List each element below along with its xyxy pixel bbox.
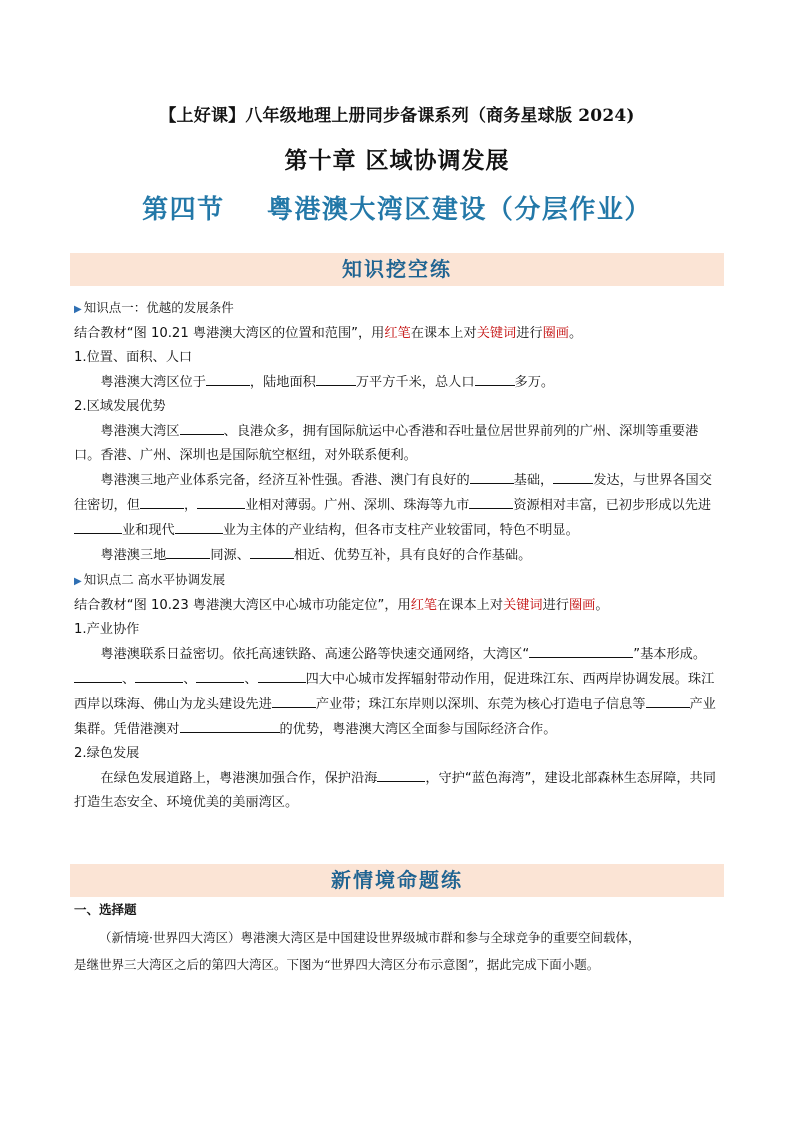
kp2-para2: 在绿色发展道路上，粤港澳加强合作，保护沿海 ，守护“蓝色海湾”，建设北部森林生态屏障，共同打造生态安全、环境优美的美丽湾区。 xyxy=(74,766,724,815)
band-new-context: 新情境命题练 xyxy=(70,864,724,897)
knowledge-point-1-heading xyxy=(74,296,724,322)
fill-blank[interactable] xyxy=(175,518,223,534)
question-intro-line2: 是继世界三大湾区之后的第四大湾区。下图为“世界四大湾区分布示意图”，据此完成下面小题。 xyxy=(74,957,600,972)
question-intro xyxy=(74,924,724,978)
fill-blank[interactable] xyxy=(166,543,210,559)
triangle-right-icon: ▶ xyxy=(74,576,82,587)
chapter-title: 第十章 区域协调发展 xyxy=(284,148,510,174)
fill-blank[interactable] xyxy=(135,667,183,683)
triangle-right-icon: ▶ xyxy=(74,304,82,315)
fill-blank[interactable] xyxy=(469,493,513,509)
knowledge-content xyxy=(74,296,724,815)
fill-blank[interactable] xyxy=(180,419,224,435)
fill-blank[interactable] xyxy=(206,370,250,386)
kp2-heading-text: 知识点二 高水平协调发展 xyxy=(83,572,226,587)
kp1-sub1: 1.位置、面积、人口 xyxy=(74,350,193,365)
kp1-para2: 粤港澳大湾区 、良港众多，拥有国际航运中心香港和吞吐量位居世界前列的广州、深圳等重要港口。香港、广州、深圳也是国际航空枢纽，对外联系便利。 xyxy=(74,419,724,468)
question-intro-line1: （新情境·世界四大湾区）粤港澳大湾区是中国建设世界级城市群和参与全球竞争的重要空间载体， xyxy=(99,930,641,945)
fill-blank[interactable] xyxy=(140,493,184,509)
fill-blank[interactable] xyxy=(74,667,122,683)
kp1-heading-text: 知识点一：优越的发展条件 xyxy=(83,300,234,315)
fill-blank[interactable] xyxy=(74,518,122,534)
fill-blank[interactable] xyxy=(197,493,245,509)
kp2-sub2: 2.绿色发展 xyxy=(74,746,140,761)
fill-blank[interactable] xyxy=(553,468,593,484)
kp1-instruction: 结合教材“图 10.21 粤港澳大湾区的位置和范围”，用红笔在课本上对关键词进行圈画。 xyxy=(74,326,583,341)
knowledge-point-2-heading xyxy=(74,568,724,594)
fill-blank[interactable] xyxy=(196,667,244,683)
fill-blank[interactable] xyxy=(316,370,356,386)
fill-blank[interactable] xyxy=(529,642,633,658)
kp1-para1: 粤港澳大湾区位于 ，陆地面积 万平方千米，总人口 多万。 xyxy=(74,370,724,395)
fill-blank[interactable] xyxy=(272,692,316,708)
kp1-sub2: 2.区域发展优势 xyxy=(74,399,166,414)
kp2-sub1: 1.产业协作 xyxy=(74,622,140,637)
fill-blank[interactable] xyxy=(377,766,425,782)
fill-blank[interactable] xyxy=(250,543,294,559)
band-knowledge-fill: 知识挖空练 xyxy=(70,253,724,286)
section-title: 第四节 粤港澳大湾区建设（分层作业） xyxy=(142,195,652,225)
kp2-instruction: 结合教材“图 10.23 粤港澳大湾区中心城市功能定位”，用红笔在课本上对关键词进行圈画。 xyxy=(74,598,609,613)
question-section-heading: 一、选择题 xyxy=(74,902,137,917)
kp1-para3: 粤港澳三地产业体系完备，经济互补性强。香港、澳门有良好的 基础， 发达，与世界各国交往密切，但 ， 业相对薄弱。广州、深圳、珠海等九市 资源相对丰富，已初步形成以先进业和现代 业为主体的产业结构，但各市支柱产业较雷同，特色不明显。 xyxy=(74,468,724,543)
fill-blank[interactable] xyxy=(646,692,690,708)
fill-blank[interactable] xyxy=(180,717,280,733)
fill-blank[interactable] xyxy=(470,468,514,484)
kp2-para1: 粤港澳联系日益密切。依托高速铁路、高速公路等快速交通网络，大湾区“ ”基本形成。、 、 、 四大中心城市发挥辐射带动作用，促进珠江东、西两岸协调发展。珠江西岸以珠海、佛山为龙头建设先进 产业带；珠江东岸则以深圳、东莞为核心打造电子信息等 产业集群。凭借港澳对 的优势，粤港澳大湾区全面参与国际经济合作。 xyxy=(74,642,724,742)
series-title: 【上好课】八年级地理上册同步备课系列（商务星球版 2024) xyxy=(159,106,635,126)
kp1-para4: 粤港澳三地 同源、 相近、优势互补，具有良好的合作基础。 xyxy=(74,543,724,568)
fill-blank[interactable] xyxy=(258,667,306,683)
fill-blank[interactable] xyxy=(475,370,515,386)
